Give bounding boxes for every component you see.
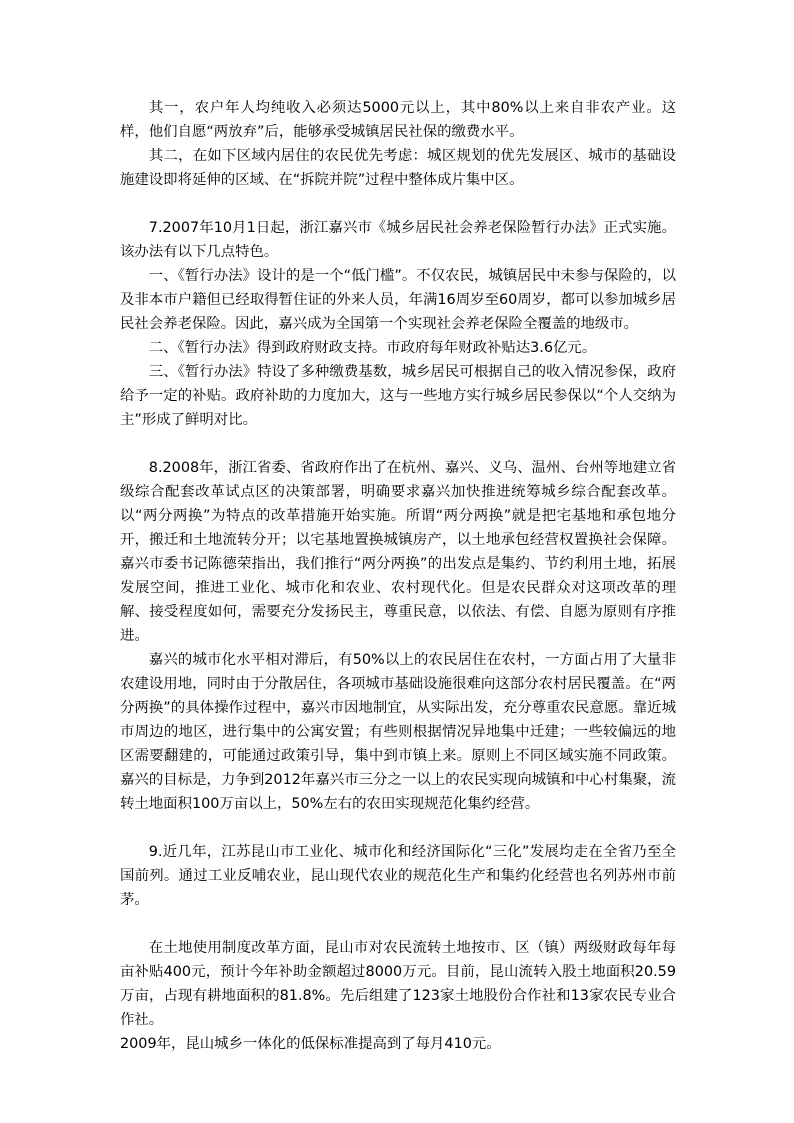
paragraph-gap <box>120 912 676 936</box>
paragraph-low-threshold: 一、《暂行办法》设计的是一个“低门槛”。不仅农民，城镇居民中未参与保险的，以及非本市户籍但已经取得暂住证的外来人员，年满16周岁至60周岁，都可以参加城乡居民社会养老保险。因此，嘉兴成为全国第一个实现社会养老保险全覆盖的地级市。 <box>120 268 676 332</box>
paragraph-priority-areas: 其二，在如下区域内居住的农民优先考虑：城区规划的优先发展区、城市的基础设施建设即将延伸的区域、在“拆院并院”过程中整体成片集中区。 <box>120 148 676 188</box>
document-page <box>120 96 676 1056</box>
paragraph-gap <box>120 816 676 840</box>
paragraph-jiaxing-urbanization: 嘉兴的城市化水平相对滞后，有50%以上的农民居住在农村，一方面占用了大量非农建设用地，同时由于分散居住，各项城市基础设施很难向这部分农村居民覆盖。在“两分两换”的具体操作过程中，嘉兴市因地制宜，从实际出发，充分尊重农民意愿。靠近城市周边的地区，进行集中的公寓安置；有些则根据情况异地集中迁建；一些较偏远的地区需要翻建的，可能通过政策引导，集中到市镇上来。原则上不同区域实施不同政策。嘉兴的目标是，力争到2012年嘉兴市三分之一以上的农民实现向城镇和中心村集聚，流转土地面积100万亩以上，50%左右的农田实现规范化集约经营。 <box>120 652 676 812</box>
paragraph-contribution-bases: 三、《暂行办法》特设了多种缴费基数，城乡居民可根据自己的收入情况参保，政府给予一定的补贴。政府补助的力度加大，这与一些地方实行城乡居民参保以“个人交纳为主”形成了鲜明对比。 <box>120 364 676 428</box>
paragraph-kunshan-land-reform: 在土地使用制度改革方面，昆山市对农民流转土地按市、区（镇）两级财政每年每亩补贴400元，预计今年补助金额超过8000万元。目前，昆山流转入股土地面积20.59万亩，占现有耕地面积的81.8%。先后组建了123家土地股份合作社和13家农民专业合作社。 <box>120 940 676 1028</box>
paragraph-kunshan-three-modernizations: 9.近几年，江苏昆山市工业化、城市化和经济国际化“三化”发展均走在全省乃至全国前列。通过工业反哺农业，昆山现代农业的规范化生产和集约化经营也名列苏州市前茅。 <box>120 844 676 908</box>
paragraph-kunshan-subsistence: 2009年，昆山城乡一体化的低保标准提高到了每月410元。 <box>120 1036 501 1052</box>
paragraph-fiscal-support: 二、《暂行办法》得到政府财政支持。市政府每年财政补贴达3.6亿元。 <box>148 340 597 356</box>
paragraph-jiaxing-pension: 7.2007年10月1日起，浙江嘉兴市《城乡居民社会养老保险暂行办法》正式实施。该办法有以下几点特色。 <box>120 220 676 260</box>
paragraph-gap <box>120 432 676 456</box>
paragraph-two-splits-two-swaps: 8.2008年，浙江省委、省政府作出了在杭州、嘉兴、义乌、温州、台州等地建立省级综合配套改革试点区的决策部署，明确要求嘉兴加快推进统筹城乡综合配套改革。以“两分两换”为特点的改革措施开始实施。所谓“两分两换”就是把宅基地和承包地分开，搬迁和土地流转分开；以宅基地置换城镇房产，以土地承包经营权置换社会保障。嘉兴市委书记陈德荣指出，我们推行“两分两换”的出发点是集约、节约利用土地，拓展发展空间，推进工业化、城市化和农业、农村现代化。但是农民群众对这项改革的理解、接受程度如何，需要充分发扬民主，尊重民意，以依法、有偿、自愿为原则有序推进。 <box>120 460 676 644</box>
paragraph-gap <box>120 192 676 216</box>
paragraph-income-condition: 其一，农户年人均纯收入必须达5000元以上，其中80%以上来自非农产业。这样，他们自愿“两放弃”后，能够承受城镇居民社保的缴费水平。 <box>120 100 676 140</box>
